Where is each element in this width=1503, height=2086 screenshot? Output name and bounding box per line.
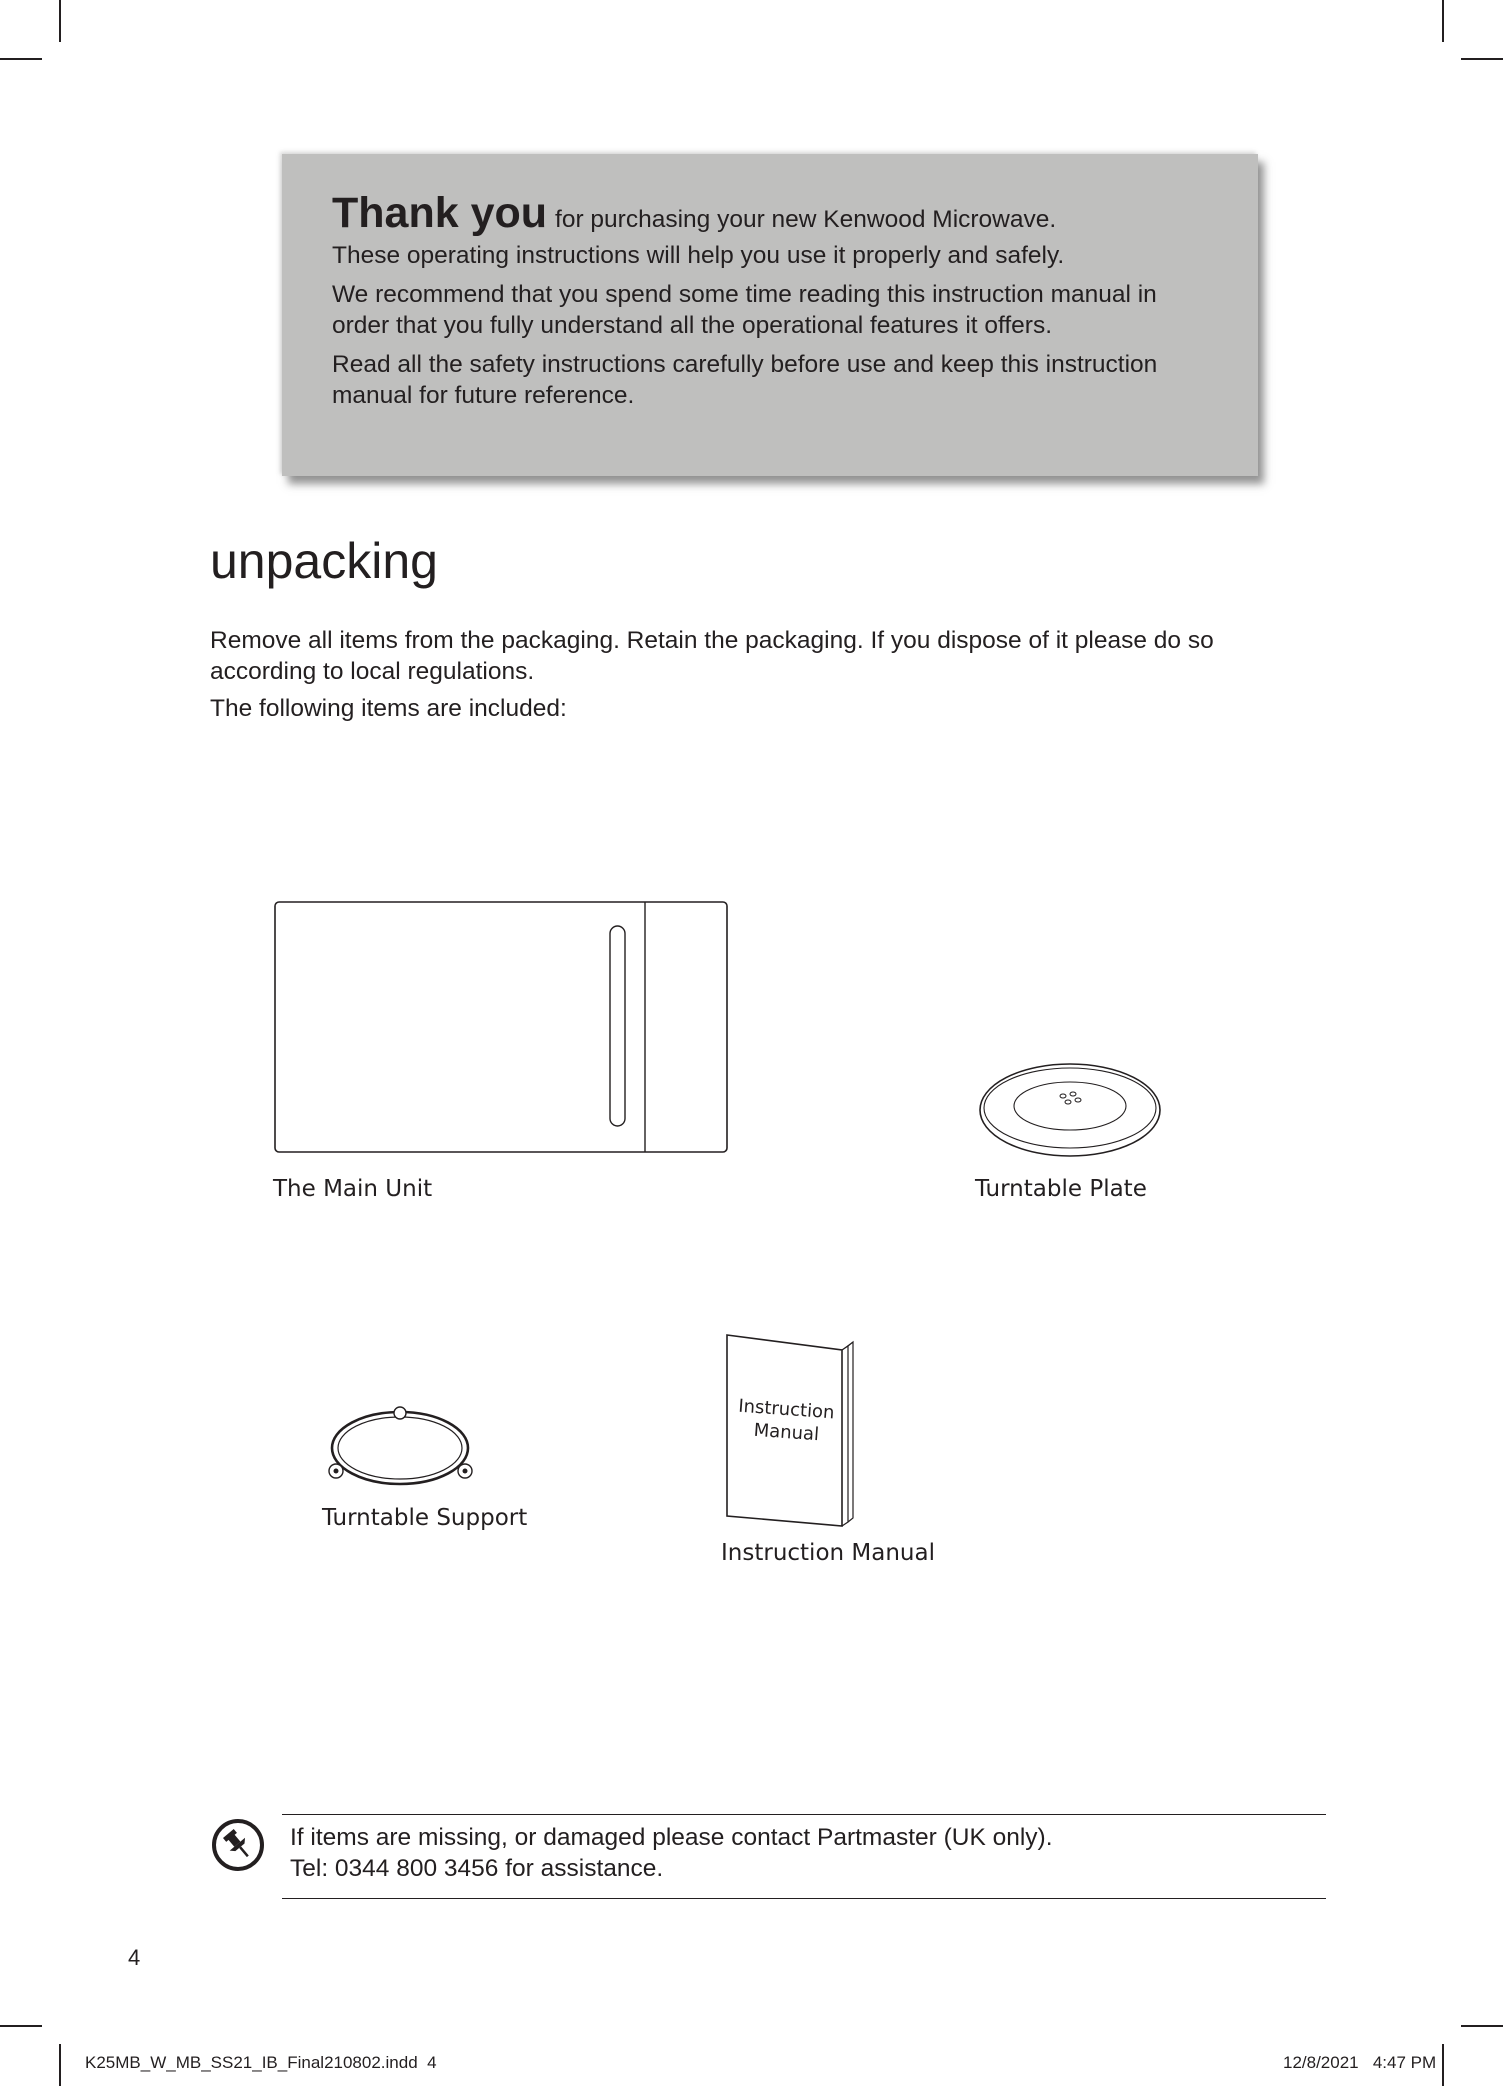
crop-mark [1442,0,1444,42]
note-line: If items are missing, or damaged please contact Partmaster (UK only). [290,1824,1053,1851]
crop-mark [59,2044,61,2086]
crop-mark [1461,58,1503,60]
section-title: unpacking [210,533,438,589]
footer-time: 4:47 PM [1372,2053,1437,2072]
note-top-rule [282,1814,1326,1815]
turntable-support-illustration [322,1400,478,1492]
included-items-intro: The following items are included: [210,695,567,722]
footer-date: 12/8/2021 [1283,2053,1359,2072]
footer-date-time [1283,2053,1436,2073]
thank-you-text [332,190,1212,419]
pushpin-icon [210,1817,266,1873]
thank-you-box [282,154,1258,476]
thank-you-line: Read all the safety instructions carefully before use and keep this instruction manual for future reference. [332,351,1158,409]
note-bottom-rule [282,1898,1326,1899]
footer-file-page: 4 [427,2053,437,2072]
crop-mark [59,0,61,42]
thank-you-line: We recommend that you spend some time reading this instruction manual in order that you fully understand all the operational features it offers. [332,281,1157,339]
footer-file-info [85,2053,437,2073]
page-number: 4 [128,1945,141,1970]
crop-mark [1442,2044,1444,2086]
note-text [290,1822,1053,1884]
crop-mark [0,2025,42,2027]
microwave-main-unit-illustration [270,898,732,1158]
instruction-manual-caption: Instruction Manual [721,1540,935,1566]
footer-file-name: K25MB_W_MB_SS21_IB_Final210802.indd [85,2053,418,2072]
unpacking-paragraph: Remove all items from the packaging. Retain the packaging. If you dispose of it please do so according to local regulations. [210,627,1214,685]
crop-mark [0,58,42,60]
thank-you-heading: Thank you [332,189,548,237]
thank-you-heading-rest: for purchasing your new Kenwood Microwave. [555,206,1057,233]
note-line: Tel: 0344 800 3456 for assistance. [290,1855,664,1882]
turntable-support-caption: Turntable Support [322,1505,528,1531]
manual-cover-subtitle: Manual [753,1419,820,1446]
turntable-plate-illustration [975,1060,1165,1160]
instruction-manual-illustration [722,1330,860,1530]
turntable-plate-caption: Turntable Plate [975,1176,1147,1202]
manual-cover-title: Instruction [737,1395,836,1424]
main-unit-caption: The Main Unit [273,1176,433,1202]
thank-you-line: These operating instructions will help you use it properly and safely. [332,242,1065,269]
crop-mark [1461,2025,1503,2027]
